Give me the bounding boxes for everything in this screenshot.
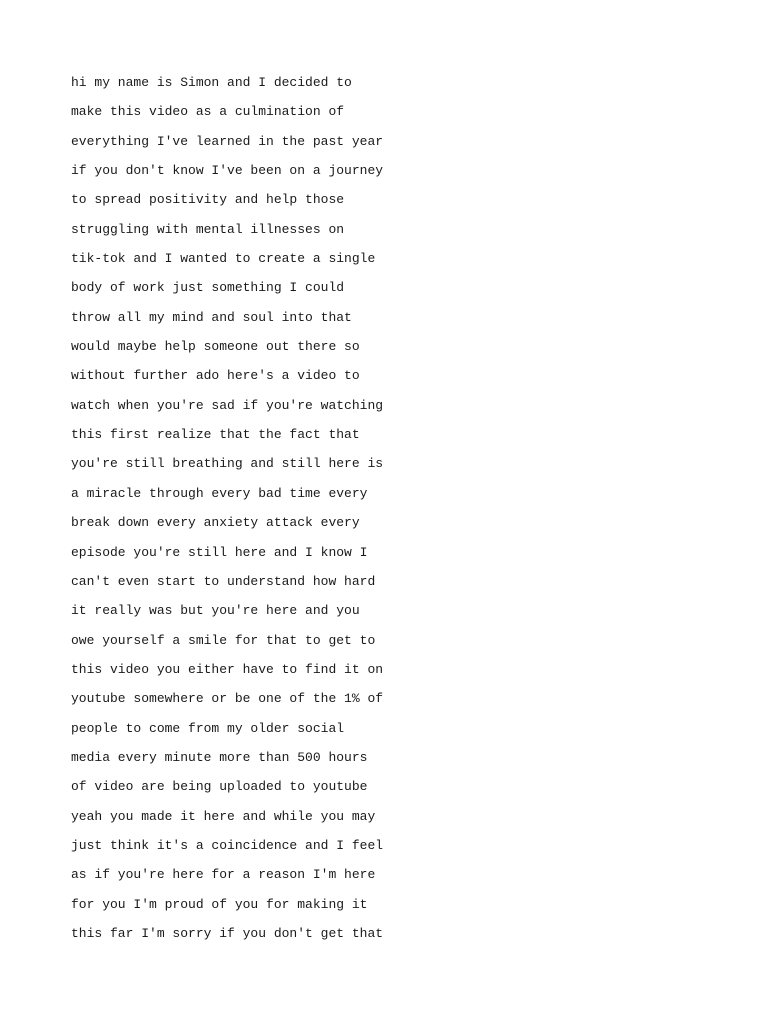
text-line: tik-tok and I wanted to create a single <box>71 251 376 267</box>
text-line: struggling with mental illnesses on <box>71 221 345 237</box>
text-line: throw all my mind and soul into that <box>71 309 352 325</box>
text-line: can't even start to understand how hard <box>71 573 376 589</box>
text-line: youtube somewhere or be one of the 1% of <box>71 691 384 707</box>
text-line: to spread positivity and help those <box>71 192 345 208</box>
text-line: body of work just something I could <box>71 280 345 296</box>
text-line: it really was but you're here and you <box>71 603 360 619</box>
text-line: media every minute more than 500 hours <box>71 749 368 765</box>
text-line: break down every anxiety attack every <box>71 515 360 531</box>
text-line: just think it's a coincidence and I feel <box>71 837 384 853</box>
text-line: hi my name is Simon and I decided to <box>71 75 352 90</box>
text-line: a miracle through every bad time every <box>71 485 368 501</box>
text-line: this video you either have to find it on <box>71 661 384 677</box>
transcript-text <box>71 68 383 948</box>
text-line: episode you're still here and I know I <box>71 544 368 560</box>
text-line: watch when you're sad if you're watching <box>71 397 384 413</box>
text-line: for you I'm proud of you for making it <box>71 896 368 912</box>
text-line: yeah you made it here and while you may <box>71 808 376 824</box>
text-line: people to come from my older social <box>71 720 345 736</box>
text-line: this far I'm sorry if you don't get that <box>71 925 384 941</box>
text-line: this first realize that the fact that <box>71 427 360 443</box>
text-line: owe yourself a smile for that to get to <box>71 632 376 648</box>
text-line: without further ado here's a video to <box>71 368 360 384</box>
text-line: everything I've learned in the past year <box>71 133 384 149</box>
text-line: you're still breathing and still here is <box>71 456 384 472</box>
text-line: as if you're here for a reason I'm here <box>71 867 376 883</box>
text-line: make this video as a culmination of <box>71 104 345 120</box>
text-line: if you don't know I've been on a journey <box>71 163 384 179</box>
text-line: of video are being uploaded to youtube <box>71 779 368 795</box>
text-line: would maybe help someone out there so <box>71 339 360 355</box>
